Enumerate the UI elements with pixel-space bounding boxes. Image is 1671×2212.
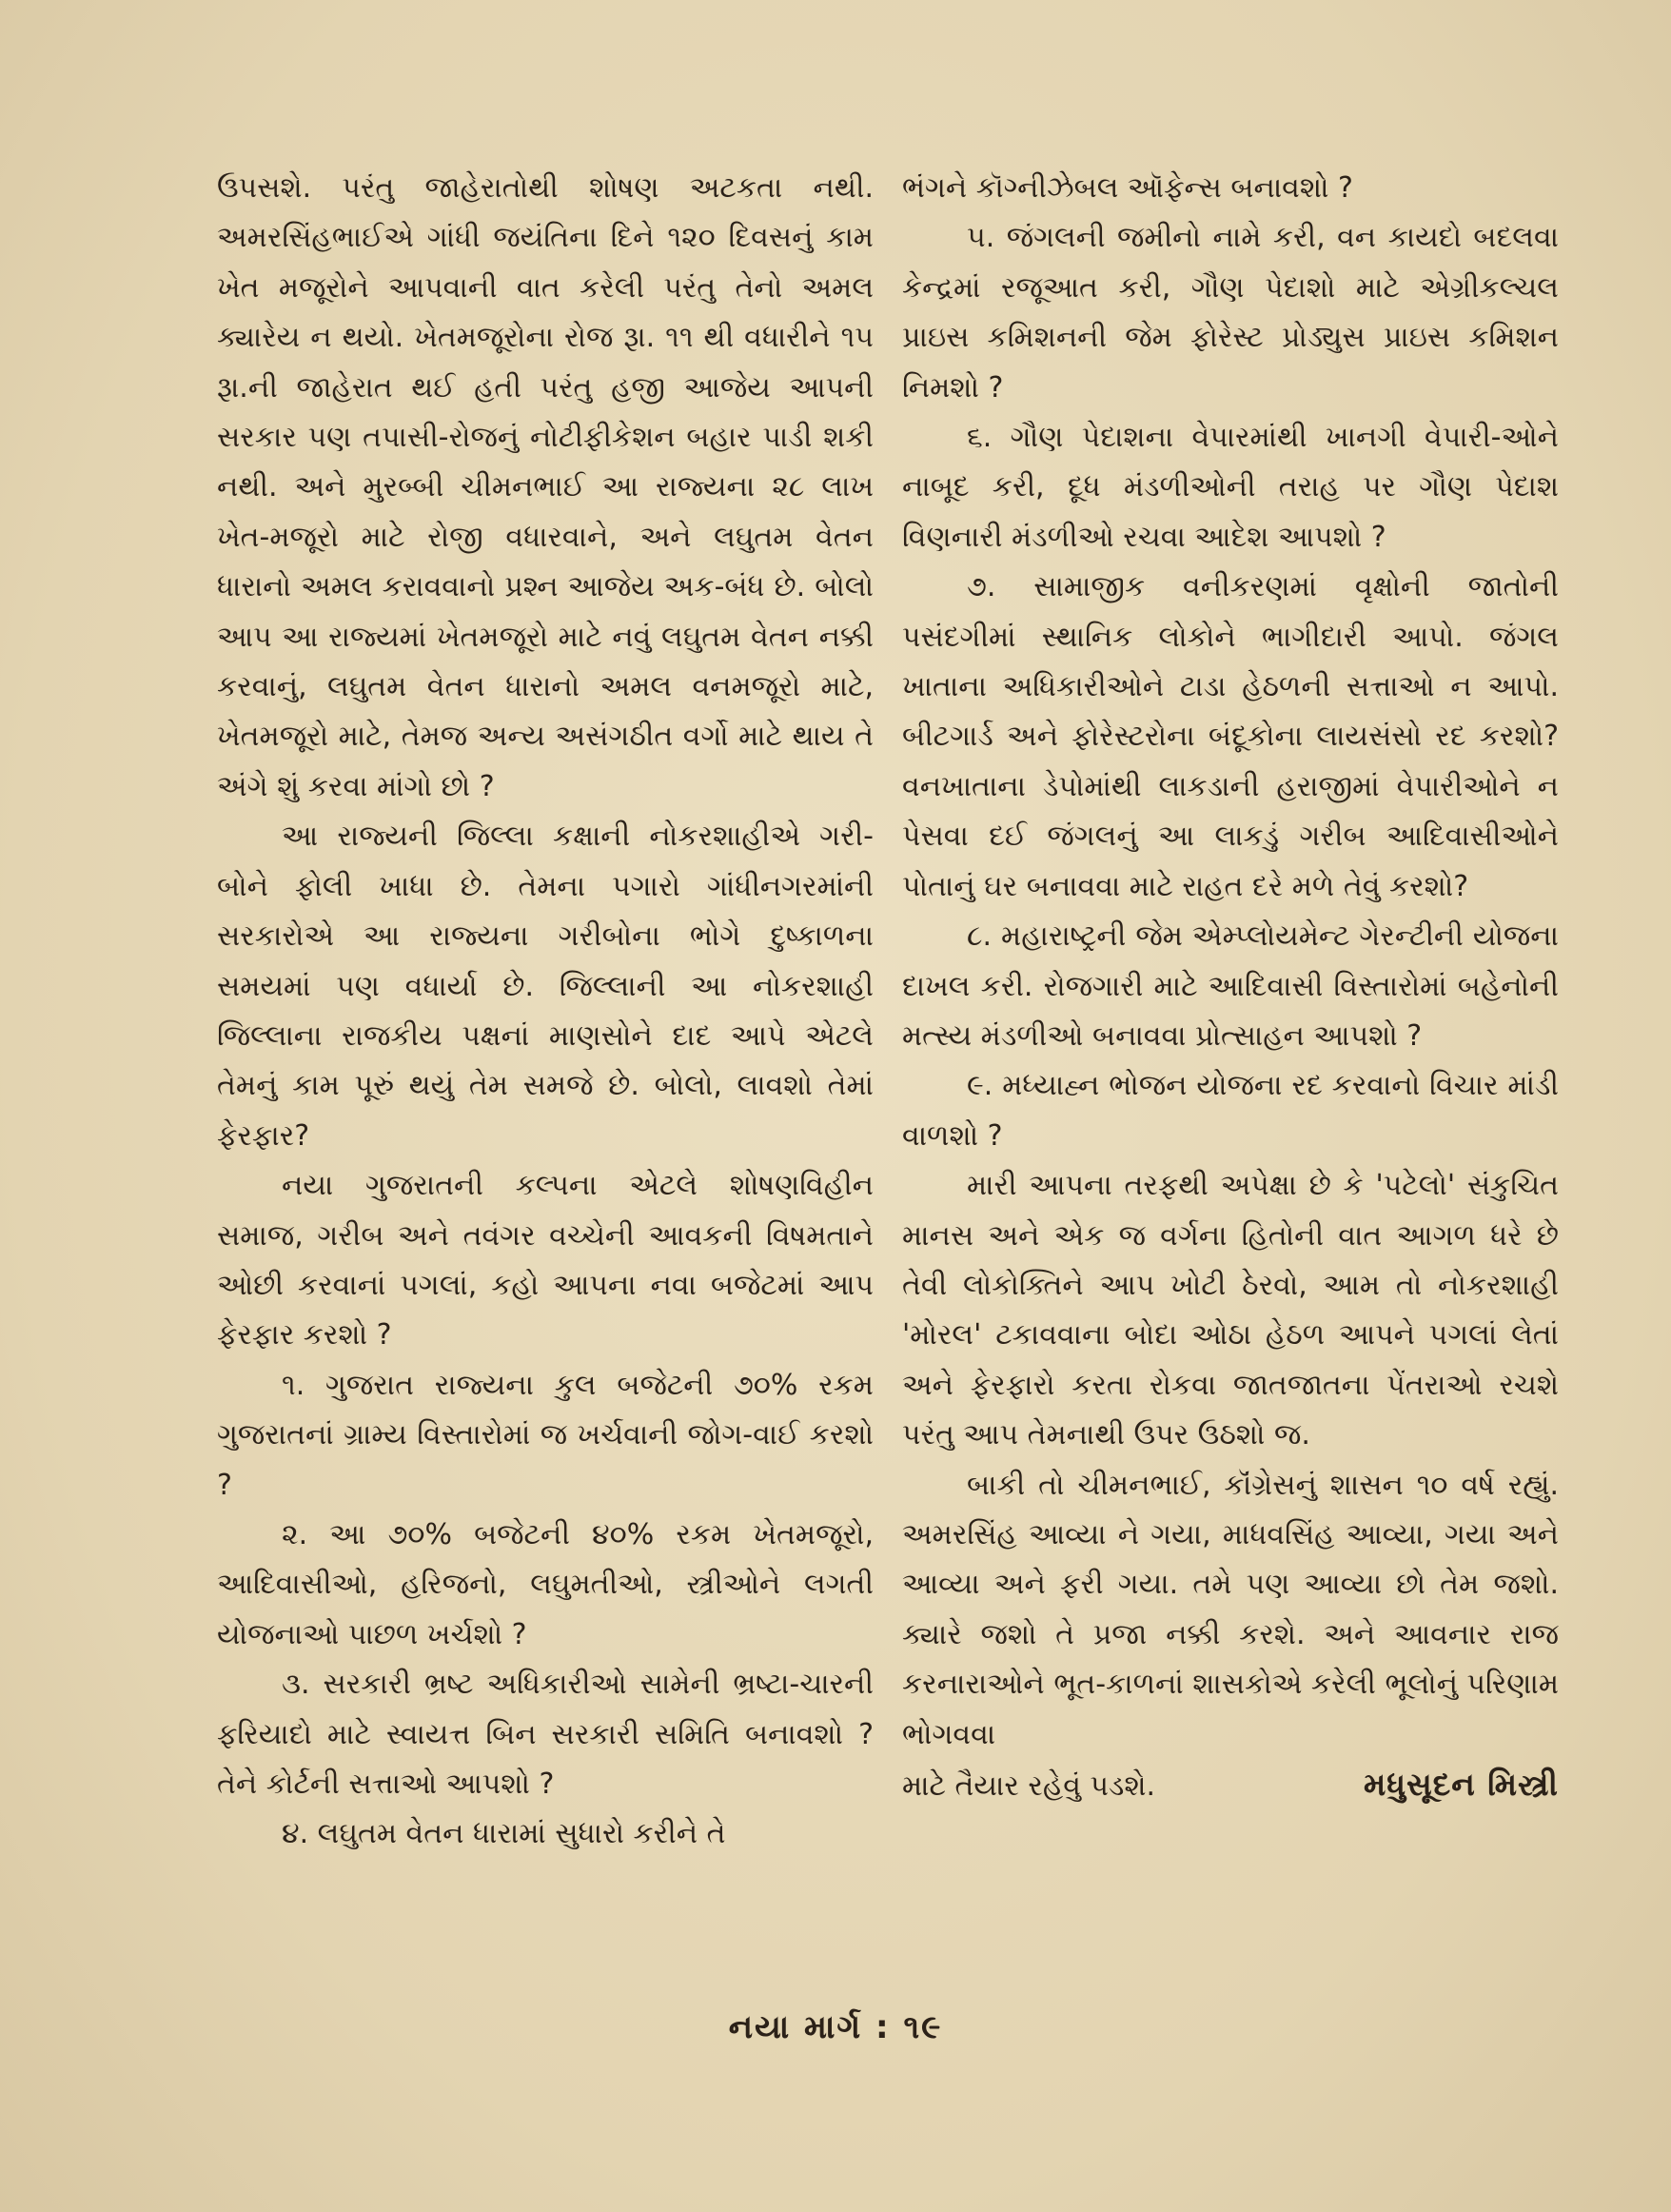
- paragraph: ૮. મહારાષ્ટ્રની જેમ એમ્પ્લોયમેન્ટ ગેરન્ટીની યોજના દાખલ કરી. રોજગારી માટે આદિવાસી વિસ્તારોમાં બહેનોની મત્સ્ય મંડળીઓ બનાવવા પ્રોત્સાહન આપશો ?: [902, 919, 1559, 1053]
- paragraph: બાકી તો ચીમનભાઈ, કૉંગ્રેસનું શાસન ૧૦ વર્ષ રહ્યું. અમરસિંહ આવ્યા ને ગયા, માધવસિંહ આવ્યા, ગયા અને આવ્યા અને ફરી ગયા. તમે પણ આવ્યા છો તેમ જશો. ક્યારે જશો તે પ્રજા નક્કી કરશે. અને આવનાર રાજ કરનારાઓને ભૂત-કાળનાં શાસકોએ કરેલી ભૂલોનું પરિણામ ભોગવવા: [902, 1468, 1559, 1751]
- closing-line: [902, 1760, 1559, 1811]
- paragraph: ૪. લઘુતમ વેતન ધારામાં સુધારો કરીને તે: [282, 1817, 726, 1851]
- paragraph: ભંગને કૉગ્નીઝેબલ ઑફેન્સ બનાવશો ?: [902, 171, 1353, 205]
- author-signature: મધુસૂદન મિસ્ત્રી: [1363, 1766, 1559, 1803]
- right-column: [902, 164, 1559, 1811]
- paragraph: ઉપસશે. પરંતુ જાહેરાતોથી શોષણ અટકતા નથી. અમરસિંહભાઈએ ગાંધી જયંતિના દિને ૧૨૦ દિવસનું કામ ખેત મજૂરોને આપવાની વાત કરેલી પરંતુ તેનો અમલ ક્યારેય ન થયો. ખેતમજૂરોના રોજ રૂા. ૧૧ થી વધારીને ૧૫ રૂા.ની જાહેરાત થઈ હતી પરંતુ હજી આજેય આપની સરકાર પણ તપાસી-રોજનું નોટીફીકેશન બહાર પાડી શકી નથી. અને મુરબ્બી ચીમનભાઈ આ રાજ્યના ૨૮ લાખ ખેત-મજૂરો માટે રોજી વધારવાને, અને લઘુતમ વેતન ધારાનો અમલ કરાવવાનો પ્રશ્ન આજેય અક-બંધ છે. બોલો આપ આ રાજ્યમાં ખેતમજૂરો માટે નવું લઘુતમ વેતન નક્કી કરવાનું, લઘુતમ વેતન ધારાનો અમલ વનમજૂરો માટે, ખેતમજૂરો માટે, તેમજ અન્ય અસંગઠીત વર્ગો માટે થાય તે અંગે શું કરવા માંગો છો ?: [217, 171, 874, 803]
- paragraph: ૨. આ ૭૦% બજેટની ૪૦% રકમ ખેતમજૂરો, આદિવાસીઓ, હરિજનો, લઘુમતીઓ, સ્ત્રીઓને લગતી યોજનાઓ પાછળ ખર્ચશો ?: [217, 1517, 874, 1651]
- paragraph: ૩. સરકારી ભ્રષ્ટ અધિકારીઓ સામેની ભ્રષ્ટા-ચારની ફરિયાદો માટે સ્વાયત્ત બિન સરકારી સમિતિ બનાવશો ? તેને કોર્ટની સત્તાઓ આપશો ?: [217, 1668, 874, 1801]
- paragraph: નયા ગુજરાતની કલ્પના એટલે શોષણવિહીન સમાજ, ગરીબ અને તવંગર વચ્ચેની આવકની વિષમતાને ઓછી કરવાનાં પગલાં, કહો આપના નવા બજેટમાં આપ ફેરફાર કરશો ?: [217, 1169, 874, 1353]
- paragraph: ૬. ગૌણ પેદાશના વેપારમાંથી ખાનગી વેપારી-ઓને નાબૂદ કરી, દૂધ મંડળીઓની તરાહ પર ગૌણ પેદાશ વિણનારી મંડળીઓ રચવા આદેશ આપશો ?: [902, 421, 1559, 554]
- paragraph: ૧. ગુજરાત રાજ્યના કુલ બજેટની ૭૦% રકમ ગુજરાતનાં ગ્રામ્ય વિસ્તારોમાં જ ખર્ચવાની જોગ-વાઈ કરશો ?: [217, 1368, 874, 1502]
- paragraph: મારી આપના તરફથી અપેક્ષા છે કે 'પટેલો' સંકુચિત માનસ અને એક જ વર્ગના હિતોની વાત આગળ ધરે છે તેવી લોકોક્તિને આપ ખોટી ઠેરવો, આમ તો નોકરશાહી 'મોરલ' ટકાવવાના બોદા ઓઠા હેઠળ આપને પગલાં લેતાં અને ફેરફારો કરતા રોકવા જાતજાતના પેંતરાઓ રચશે પરંતુ આપ તેમનાથી ઉપર ઉઠશો જ.: [902, 1169, 1559, 1452]
- paragraph: ૫. જંગલની જમીનો નામે કરી, વન કાયદો બદલવા કેન્દ્રમાં રજૂઆત કરી, ગૌણ પેદાશો માટે એગ્રીકલ્ચલ પ્રાઇસ કમિશનની જેમ ફોરેસ્ટ પ્રોડ્યુસ પ્રાઇસ કમિશન નિમશો ?: [902, 221, 1559, 405]
- paragraph: આ રાજ્યની જિલ્લા કક્ષાની નોકરશાહીએ ગરી-બોને ફોલી ખાધા છે. તેમના પગારો ગાંધીનગરમાંની સરકારોએ આ રાજ્યના ગરીબોના ભોગે દુષ્કાળના સમયમાં પણ વધાર્યા છે. જિલ્લાની આ નોકરશાહી જિલ્લાના રાજકીય પક્ષનાં માણસોને દાદ આપે એટલે તેમનું કામ પૂરું થયું તેમ સમજે છે. બોલો, લાવશો તેમાં ફેરફાર?: [217, 820, 874, 1153]
- paragraph: ૭. સામાજીક વનીકરણમાં વૃક્ષોની જાતોની પસંદગીમાં સ્થાનિક લોકોને ભાગીદારી આપો. જંગલ ખાતાના અધિકારીઓને ટાડા હેઠળની સત્તાઓ ન આપો. બીટગાર્ડ અને ફોરેસ્ટરોના બંદૂકોના લાયસંસો રદ કરશો? વનખાતાના ડેપોમાંથી લાકડાની હરાજીમાં વેપારીઓને ન પેસવા દઈ જંગલનું આ લાકડું ગરીબ આદિવાસીઓને પોતાનું ઘર બનાવવા માટે રાહત દરે મળે તેવું કરશો?: [902, 570, 1559, 903]
- paragraph: ૯. મધ્યાહ્ન ભોજન યોજના રદ કરવાનો વિચાર માંડી વાળશો ?: [902, 1069, 1559, 1153]
- left-column: [217, 164, 874, 1860]
- page-footer: નયા માર્ગ : ૧૯: [728, 2008, 943, 2046]
- closing-text: માટે તૈયાર રહેવું પડશે.: [902, 1769, 1156, 1803]
